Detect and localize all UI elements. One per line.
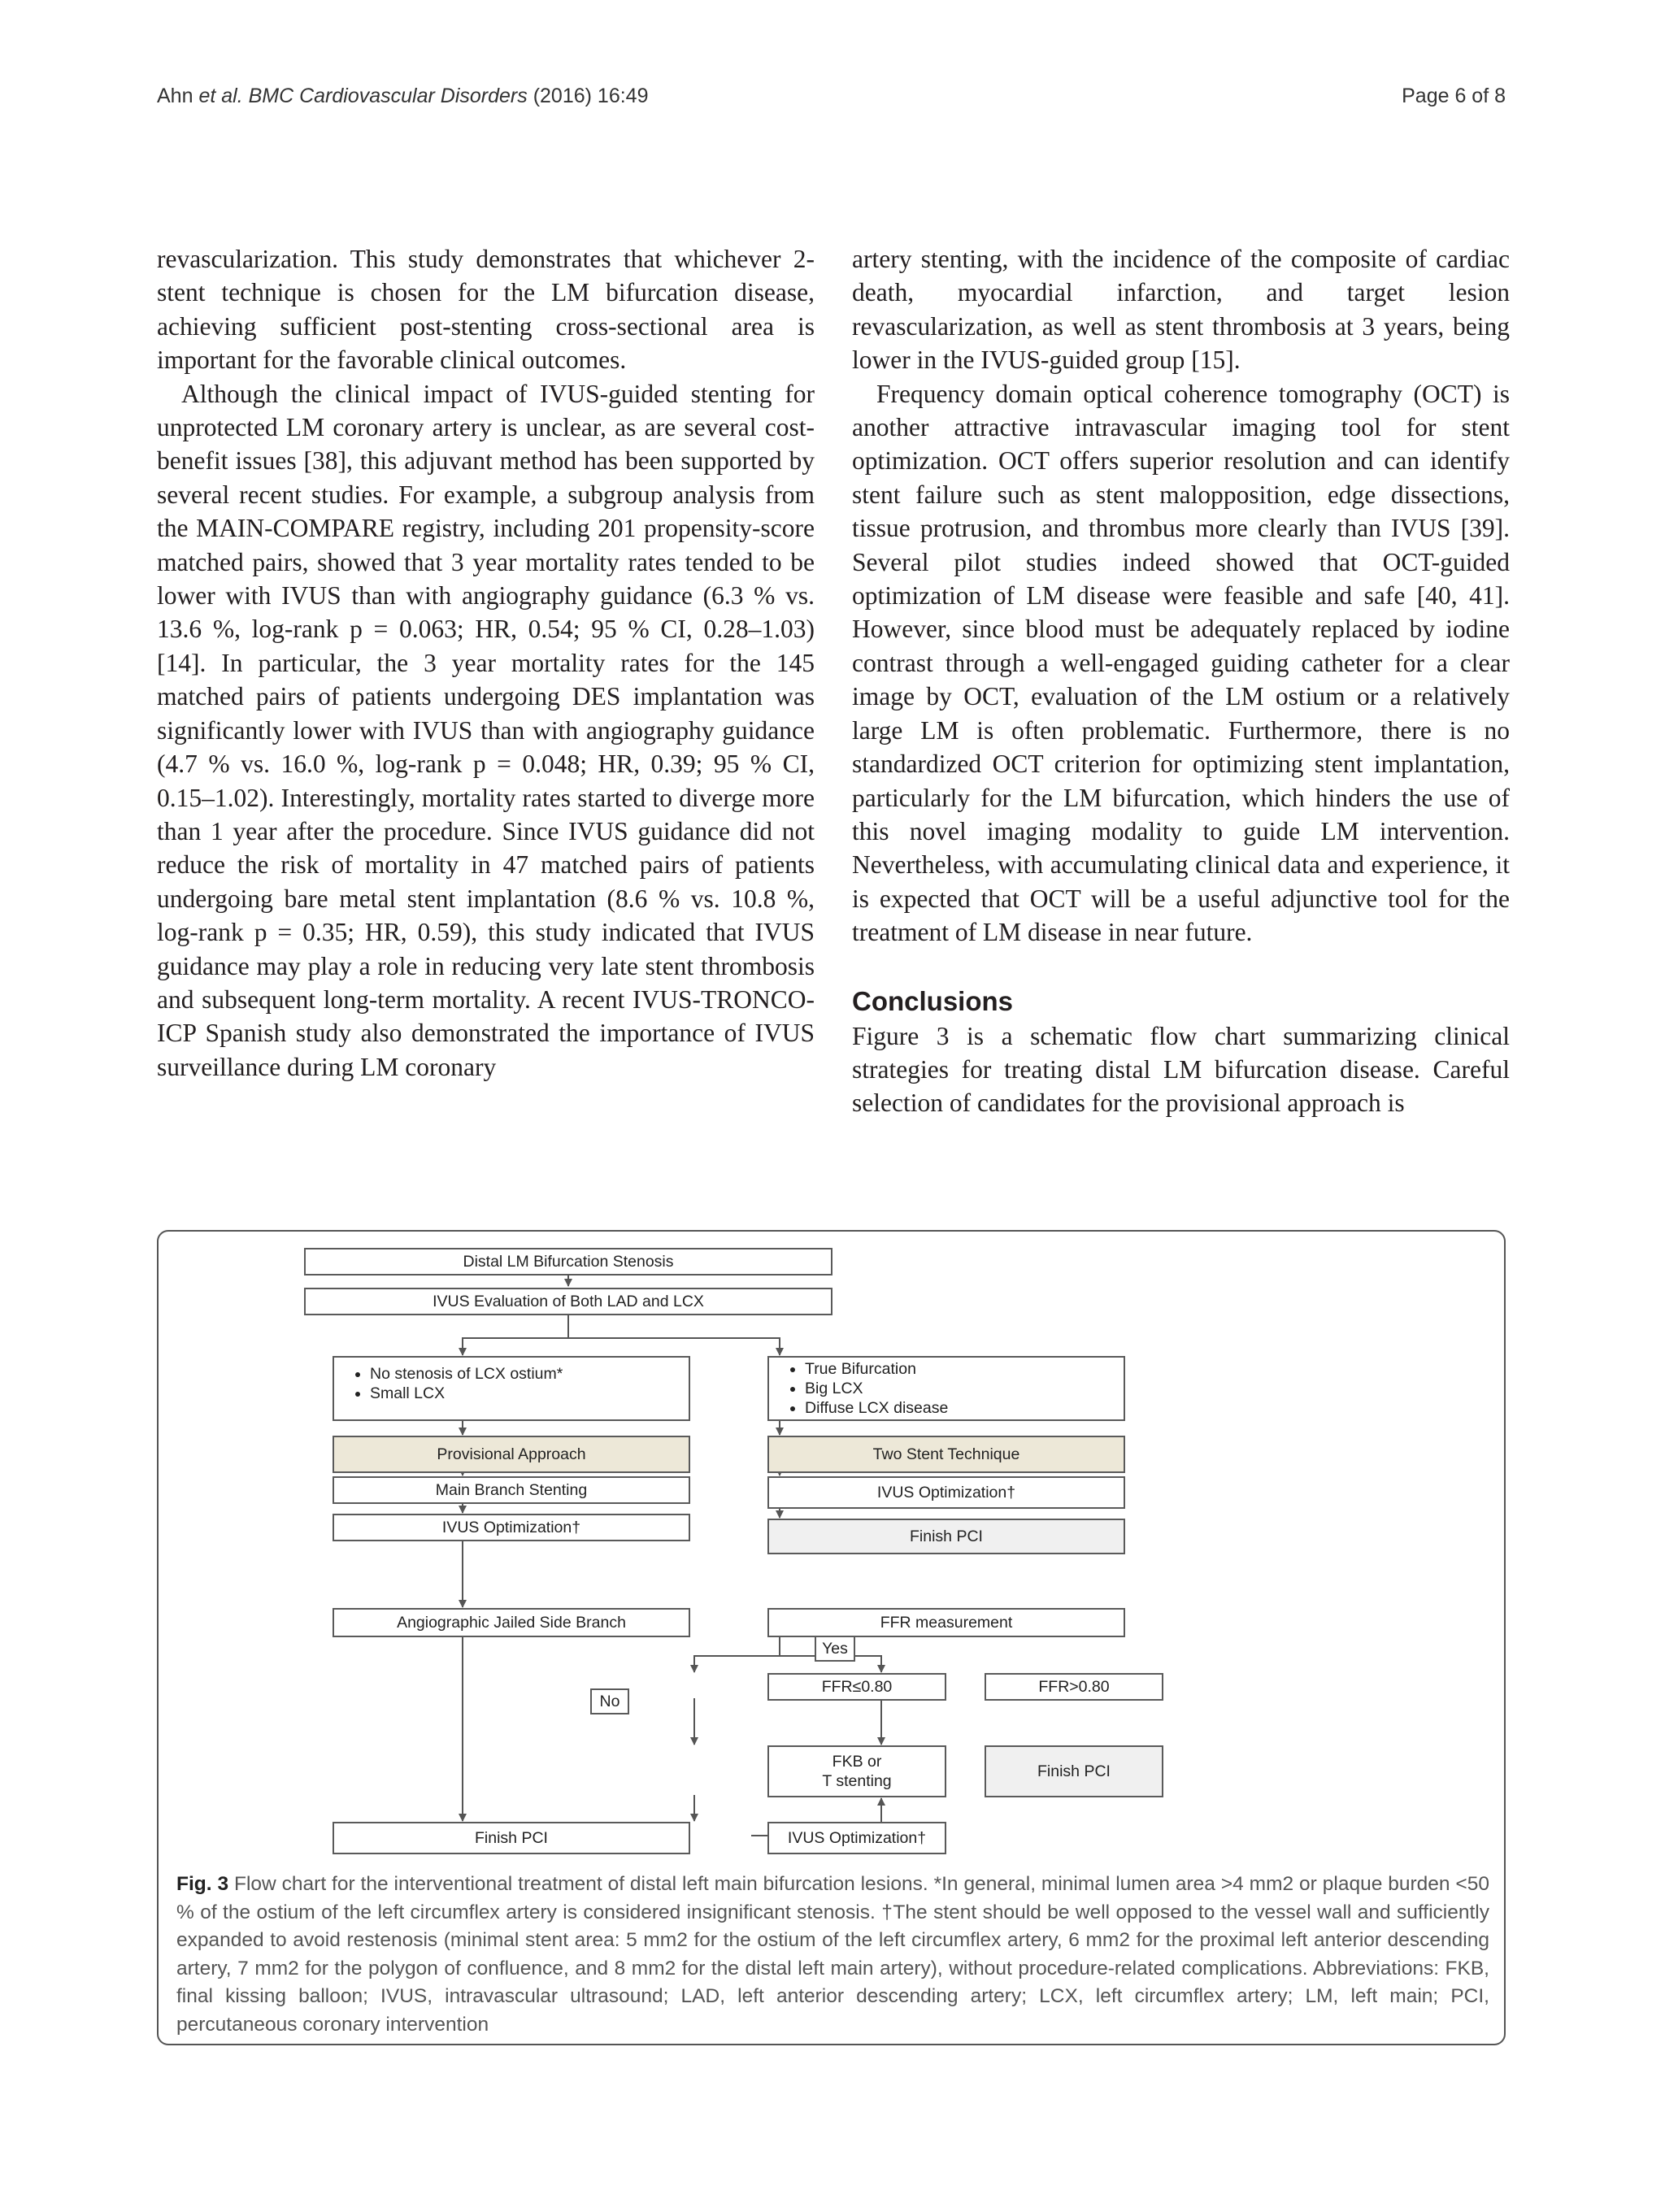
node-two-stent-technique-label: Two Stent Technique (872, 1445, 1020, 1463)
left-paragraph-1: revascularization. This study demonstrates that whichever 2-stent technique is chosen for the LM bifurcation disease, achieving sufficient post-stenting cross-sectional area is important for the favorable clinical outcomes. (157, 245, 815, 375)
left-column (157, 242, 815, 1084)
node-provisional-approach-label: Provisional Approach (437, 1445, 586, 1463)
header-journal: BMC Cardiovascular Disorders (248, 85, 528, 107)
label-yes (815, 1636, 855, 1662)
label-no (590, 1688, 629, 1714)
right-column (852, 242, 1510, 1120)
header-year-volume: (2016) 16:49 (533, 85, 649, 107)
node-distal-lm-stenosis-label: Distal LM Bifurcation Stenosis (463, 1252, 674, 1271)
node-ivus-optimization-bottom-label: IVUS Optimization† (787, 1828, 927, 1847)
right-paragraph-3: Figure 3 is a schematic flow chart summarizing clinical strategies for treating distal LM bifurcation disease. Careful selection of candidates for the provisional approach is (852, 1021, 1510, 1118)
node-ivus-evaluation-label: IVUS Evaluation of Both LAD and LCX (433, 1292, 704, 1310)
node-ffr-low-label: FFR≤0.80 (821, 1677, 893, 1696)
right-criteria-item: • Big LCX (805, 1379, 948, 1398)
figure-caption-text: Flow chart for the interventional treatment of distal left main bifurcation lesions. *In general, minimal lumen area >4 mm2 or plaque burden <50 % of the ostium of the left circumflex artery is considered insignificant stenosis. †The stent should be well opposed to the vessel wall and sufficiently expanded to avoid restenosis (minimal stent area: 5 mm2 for the ostium of the left circumflex artery, 6 mm2 for the proximal left anterior descending artery, 7 mm2 for the polygon of confluence, and 8 mm2 for the distal left main artery), without procedure-related complications. Abbreviations: FKB, final kissing balloon; IVUS, intravascular ultrasound; LAD, left anterior descending artery; LCX, left circumflex artery; LM, left main; PCI, percutaneous coronary intervention (176, 1873, 1489, 2036)
left-criteria-list (342, 1364, 563, 1403)
figure-3 (157, 1230, 1506, 2045)
node-angiographic-jailed-side-branch (333, 1608, 690, 1637)
connector-ffr-split-left (694, 1633, 780, 1672)
node-fkb-line-1: FKB or (832, 1753, 882, 1771)
conclusions-heading: Conclusions (852, 985, 1014, 1016)
node-ivus-optimization-right (767, 1476, 1125, 1509)
node-fkb-or-t-stenting (767, 1745, 946, 1797)
right-paragraph-1: artery stenting, with the incidence of the composite of cardiac death, myocardial infarction, and target lesion revascularization, as well as stent thrombosis at 3 years, being lower in the IVUS-guided group [15]. (852, 245, 1510, 375)
node-fkb-line-2: T stenting (822, 1772, 892, 1790)
header-etal: et al. (198, 85, 243, 107)
node-finish-pci-right-top (767, 1519, 1125, 1554)
node-main-branch-stenting-label: Main Branch Stenting (435, 1480, 588, 1499)
node-ffr-measurement (767, 1608, 1125, 1637)
node-two-stent-technique (767, 1436, 1125, 1473)
node-ffr-high-label: FFR>0.80 (1038, 1677, 1110, 1696)
page-number: Page 6 of 8 (1402, 85, 1506, 107)
label-yes-text: Yes (822, 1639, 848, 1658)
left-criteria-item: • No stenosis of LCX ostium* (370, 1364, 563, 1384)
node-finish-pci-left-label: Finish PCI (475, 1828, 548, 1847)
node-ivus-optimization-left-label: IVUS Optimization† (441, 1518, 581, 1536)
node-ffr-high (985, 1673, 1163, 1701)
node-left-criteria (333, 1356, 690, 1421)
node-finish-pci-right-mid (985, 1745, 1163, 1797)
node-finish-pci-right-top-label: Finish PCI (910, 1527, 983, 1545)
node-ivus-optimization-bottom (767, 1822, 946, 1854)
node-ivus-optimization-left (333, 1514, 690, 1541)
node-finish-pci-right-mid-label: Finish PCI (1037, 1762, 1111, 1780)
figure-caption-label: Fig. 3 (176, 1873, 229, 1895)
node-ffr-measurement-label: FFR measurement (880, 1613, 1013, 1632)
left-paragraph-2: Although the clinical impact of IVUS-guided stenting for unprotected LM coronary artery is unclear, as are several cost-benefit issues [38], this adjuvant method has been supported by several recent studies. For example, a subgroup analysis from the MAIN-COMPARE registry, including 201 propensity-score matched pairs, showed that 3 year mortality rates tended to be lower with IVUS than with angiography guidance (6.3 % vs. 13.6 %, log-rank p = 0.063; HR, 0.54; 95 % CI, 0.28–1.03) [14]. In particular, the 3 year mortality rates for the 145 matched pairs of patients undergoing DES implantation was significantly lower with IVUS than with angiography guidance (4.7 % vs. 16.0 %, log-rank p = 0.048; HR, 0.39; 95 % CI, 0.15–1.02). Interestingly, mortality rates started to diverge more than 1 year after the procedure. Since IVUS guidance did not reduce the risk of mortality in 47 matched pairs of patients undergoing bare metal stent implantation (8.6 % vs. 10.8 %, log-rank p = 0.35; HR, 0.59), this study indicated that IVUS guidance may play a role in reducing very late stent thrombosis and subsequent long-term mortality. A recent IVUS-TRONCO-ICP Spanish study also demonstrated the importance of IVUS surveillance during LM coronary (157, 379, 815, 1081)
node-ivus-evaluation (304, 1288, 832, 1315)
node-ffr-low (767, 1673, 946, 1701)
node-distal-lm-stenosis (304, 1248, 832, 1275)
node-main-branch-stenting (333, 1476, 690, 1504)
label-no-text: No (599, 1692, 620, 1710)
right-criteria-item: • True Bifurcation (805, 1359, 948, 1379)
node-provisional-approach (333, 1436, 690, 1473)
figure-caption (176, 1871, 1489, 2039)
connector-ivus-split-right (568, 1338, 780, 1355)
node-finish-pci-left (333, 1822, 690, 1854)
left-criteria-item: • Small LCX (370, 1384, 563, 1403)
right-criteria-list (777, 1359, 948, 1418)
node-right-criteria (767, 1356, 1125, 1421)
running-header-citation (157, 85, 648, 108)
right-criteria-item: • Diffuse LCX disease (805, 1398, 948, 1418)
right-paragraph-2: Frequency domain optical coherence tomography (OCT) is another attractive intravascular imaging tool for stent optimization. OCT offers superior resolution and can identify stent failure such as stent malopposition, edge dissections, tissue protrusion, and thrombus more clearly than IVUS [39]. Several pilot studies indeed showed that OCT-guided optimization of LM disease were feasible and safe [40, 41]. However, since blood must be adequately replaced by iodine contrast through a well-engaged guiding catheter for a clear image by OCT, evaluation of the LM ostium or a relatively large LM is often problematic. Furthermore, there is no standardized OCT criterion for optimizing stent implantation, particularly for the LM bifurcation, which hinders the use of this novel imaging modality to guide LM intervention. Nevertheless, with accumulating clinical data and experience, it is expected that OCT will be a useful adjunctive tool for the treatment of LM disease in near future. (852, 379, 1510, 947)
node-angiographic-jailed-side-branch-label: Angiographic Jailed Side Branch (397, 1613, 626, 1632)
node-ivus-optimization-right-label: IVUS Optimization† (876, 1483, 1016, 1501)
connector-ivus-split-left (463, 1309, 568, 1355)
header-author: Ahn (157, 85, 193, 107)
